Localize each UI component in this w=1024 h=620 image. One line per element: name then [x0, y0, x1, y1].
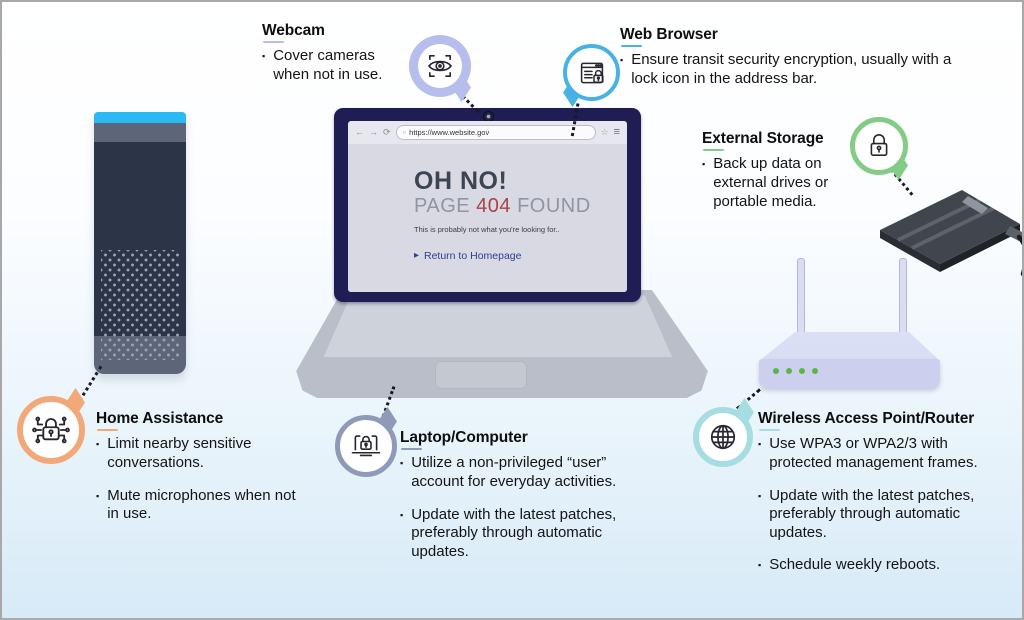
section-web-browser [620, 26, 1012, 89]
router-led [786, 368, 792, 374]
home-assistance-bubble [17, 396, 85, 464]
section-title: Laptop/Computer [400, 429, 528, 446]
error-heading: OH NO! [414, 167, 508, 195]
external-drive-illustration [872, 184, 1024, 278]
browser-toolbar [348, 121, 627, 145]
bullet-text: ▪ Mute microphones when not in use. [107, 486, 296, 523]
site-security-icon: ○ [402, 129, 407, 136]
router-led [773, 368, 779, 374]
laptop-lock-icon [348, 428, 384, 464]
bullet-text: ▪ Use WPA3 or WPA2/3 with protected management frames. [769, 435, 978, 471]
section-home-assistance [96, 410, 306, 524]
title-underline [621, 45, 642, 48]
speaker-top-band [94, 123, 186, 142]
forward-icon: → [369, 127, 378, 137]
title-underline [759, 429, 780, 432]
speaker-grille [101, 250, 179, 360]
padlock-icon [863, 130, 895, 162]
section-title: Home Assistance [96, 410, 224, 427]
router-led [812, 368, 818, 374]
title-underline [263, 41, 284, 44]
error-code: 404 [476, 195, 512, 218]
section-title: Wireless Access Point/Router [758, 410, 975, 427]
url-text: https://www.website.gov [409, 127, 490, 137]
speaker-body [94, 142, 186, 336]
browser-lock-icon [576, 57, 608, 89]
laptop-screen-illustration [334, 108, 641, 302]
section-title: Web Browser [620, 26, 718, 43]
bullet-text: ▪ Schedule weekly reboots. [769, 556, 941, 574]
link-text: Return to Homepage [424, 250, 522, 263]
drive-cable [1019, 237, 1024, 274]
router-led [799, 368, 805, 374]
error-line-pre: PAGE [414, 195, 477, 218]
laptop-computer-bubble [335, 415, 397, 477]
error-subheading [414, 196, 627, 217]
browser-window [348, 121, 627, 292]
external-storage-bubble [850, 117, 908, 175]
menu-icon: ≡ [613, 126, 620, 138]
smart-lock-circuit-icon [29, 408, 73, 452]
bullet-text: ▪ Ensure transit security encryption, usually with a lock icon in the address bar. [631, 51, 952, 87]
section-external-storage [702, 130, 862, 211]
return-home-link [414, 251, 627, 262]
bullet-text: ▪ Back up data on external drives or portable media. [713, 155, 829, 210]
section-title: Webcam [262, 22, 325, 39]
title-underline [703, 149, 724, 152]
address-bar [396, 125, 596, 140]
bullet-text: ▪ Cover cameras when not in use. [273, 47, 383, 83]
bullet-text: ▪ Update with the latest patches, preferably through automatic updates. [411, 505, 617, 560]
section-laptop-computer [400, 429, 670, 561]
smart-speaker-illustration [94, 112, 186, 374]
bullet-text: ▪ Update with the latest patches, preferably through automatic updates. [769, 486, 975, 541]
title-underline [97, 429, 118, 432]
web-browser-bubble [563, 44, 620, 101]
router-antenna-left [797, 258, 805, 338]
error-line-post: FOUND [511, 195, 591, 218]
link-arrow-icon: ▶ [414, 252, 419, 260]
wireless-router-illustration [757, 258, 947, 393]
section-title: External Storage [702, 130, 824, 147]
laptop-base-illustration [292, 290, 712, 398]
back-icon: ← [355, 127, 364, 137]
error-404-page [348, 144, 627, 292]
bullet-text: ▪ Limit nearby sensitive conversations. [107, 435, 252, 471]
section-webcam [262, 22, 412, 85]
webcam-bubble [409, 35, 471, 97]
bookmark-star-icon: ☆ [600, 127, 609, 137]
router-front-face [759, 359, 940, 388]
laptop-touchpad [435, 361, 527, 389]
speaker-light-ring [94, 112, 186, 123]
title-underline [401, 448, 422, 451]
globe-icon [705, 419, 741, 455]
eye-scan-icon [423, 49, 457, 83]
error-note: This is probably not what you're looking for.. [414, 225, 560, 235]
section-wireless-router [758, 410, 1016, 575]
wireless-router-bubble [693, 407, 753, 467]
bullet-text: ▪ Utilize a non-privileged “user” account for everyday activities. [411, 454, 617, 490]
refresh-icon: ⟳ [383, 127, 391, 137]
